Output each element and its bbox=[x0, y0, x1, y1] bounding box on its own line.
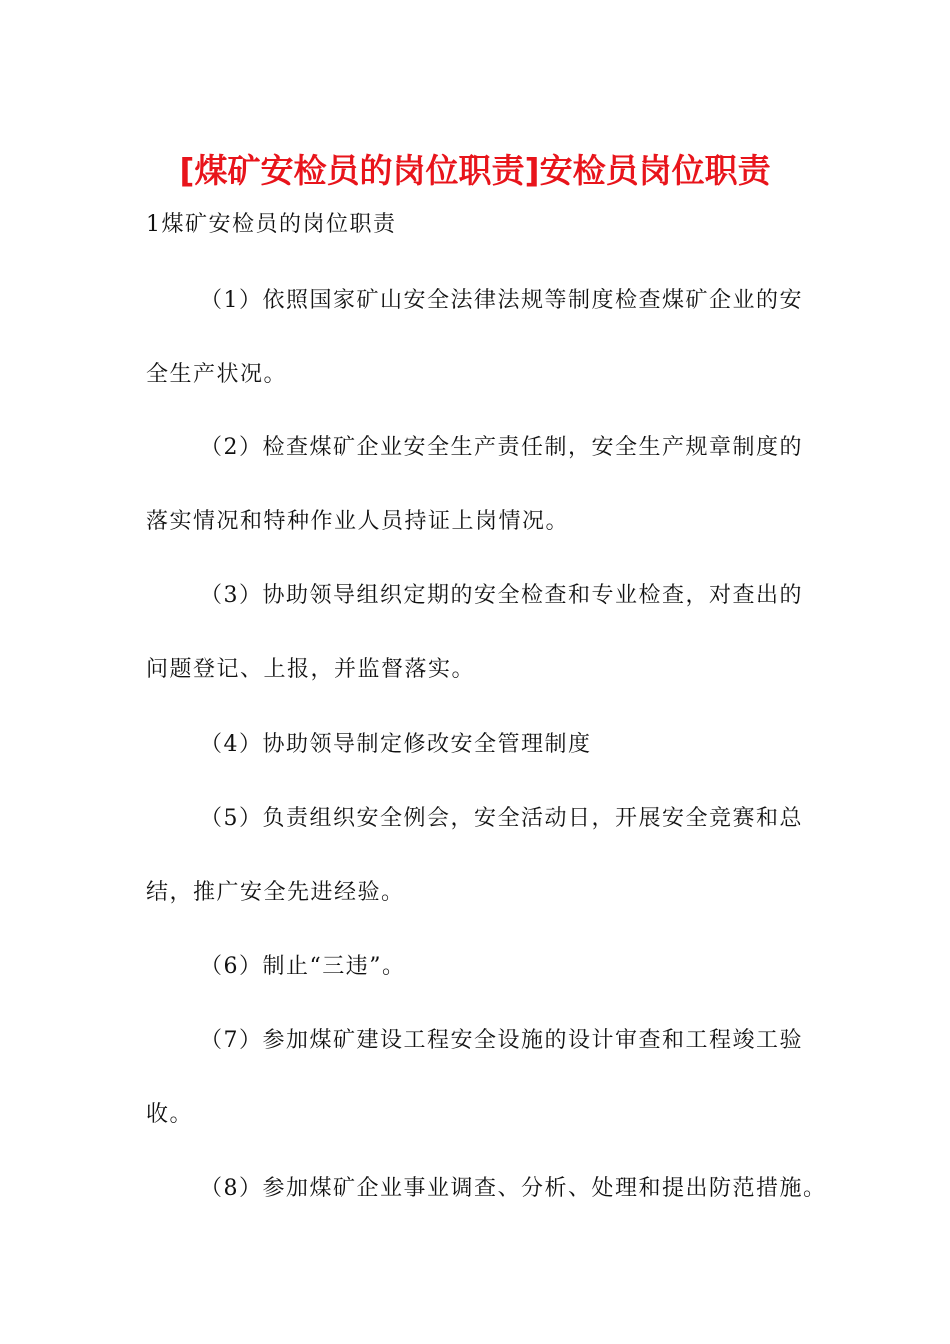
paragraph-line-1: （1）依照国家矿山安全法律法规等制度检查煤矿企业的安 bbox=[200, 288, 803, 313]
paragraph-line-2: 全生产状况。 bbox=[146, 362, 288, 387]
paragraph-line-3: （2）检查煤矿企业安全生产责任制，安全生产规章制度的 bbox=[200, 435, 803, 460]
paragraph-line-8: （5）负责组织安全例会，安全活动日，开展安全竞赛和总 bbox=[200, 806, 803, 831]
paragraph-line-11: （7）参加煤矿建设工程安全设施的设计审查和工程竣工验 bbox=[200, 1028, 803, 1053]
paragraph-line-4: 落实情况和特种作业人员持证上岗情况。 bbox=[146, 509, 570, 534]
paragraph-line-6: 问题登记、上报，并监督落实。 bbox=[146, 657, 476, 682]
paragraph-line-5: （3）协助领导组织定期的安全检查和专业检查，对查出的 bbox=[200, 583, 803, 608]
document-title: [煤矿安检员的岗位职责]安检员岗位职责 bbox=[179, 151, 771, 190]
section-heading: 1煤矿安检员的岗位职责 bbox=[146, 212, 397, 237]
paragraph-line-7: （4）协助领导制定修改安全管理制度 bbox=[200, 732, 592, 757]
paragraph-line-13: （8）参加煤矿企业事业调查、分析、处理和提出防范措施。 bbox=[200, 1176, 827, 1201]
paragraph-line-10: （6）制止“三违”。 bbox=[200, 954, 406, 979]
paragraph-line-12: 收。 bbox=[146, 1102, 194, 1127]
paragraph-line-9: 结，推广安全先进经验。 bbox=[146, 880, 405, 905]
